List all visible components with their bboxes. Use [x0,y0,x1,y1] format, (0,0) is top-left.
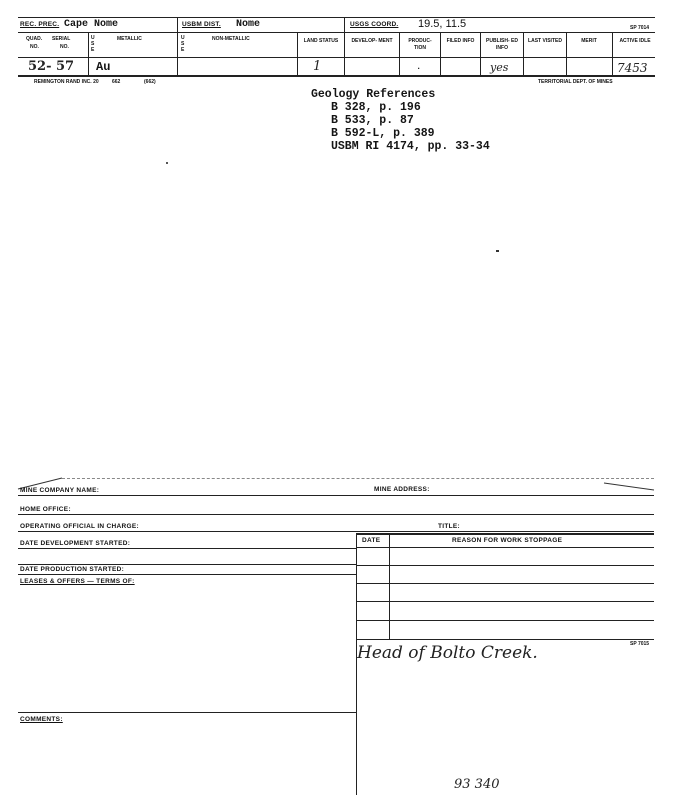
geology-ref: B 592-L, p. 389 [331,127,435,140]
active-value: 7453 [617,61,648,75]
nonmetallic-label: NON-METALLIC [212,36,250,42]
geology-ref: B 328, p. 196 [331,101,421,114]
stoppage-row-rule [356,583,654,584]
mine-company-label: MINE COMPANY NAME: [20,487,100,494]
serial-label: SERIAL [52,36,71,42]
form-number-bottom: SP 7015 [630,641,650,647]
handwritten-note: Head of Bolto Creek. [357,643,538,663]
mine-company-rule [18,495,654,496]
metallic-label: METALLIC [117,36,142,42]
date-label: DATE [362,537,381,544]
use-label-nonmetallic: U S E [181,35,185,53]
usbm-dist-label: USBM DIST. [182,21,221,28]
use-label-metallic: U S E [91,35,95,53]
title-rule [356,533,654,535]
published-value: yes [490,61,509,74]
mine-address-label: MINE ADDRESS: [374,486,430,493]
home-office-label: HOME OFFICE: [20,506,71,513]
quad-serial-value: 52- 57 [28,59,75,74]
usgs-coord-label: USGS COORD. [350,21,399,28]
form-number-top: SP 7014 [630,25,650,31]
geology-ref: B 533, p. 87 [331,114,414,127]
usbm-dist-value: Nome [236,19,261,30]
date-dev-rule [18,548,356,549]
handwritten-number: 93 340 [454,777,500,792]
reason-header-rule [356,547,654,548]
rec-prec-label: REC. PREC. [20,21,60,28]
date-development-label: DATE DEVELOPMENT STARTED: [20,540,131,547]
date-prod-rule-upper [18,564,356,565]
rec-prec-value: Cape Nome [64,19,119,30]
title-label: TITLE: [438,523,461,530]
quad-no-label: NO. [30,44,39,50]
printer-line: REMINGTON RAND INC. 20 [34,79,99,85]
active-idle-label: ACTIVE IDLE [619,38,651,44]
stoppage-row-rule [356,620,654,621]
filed-info-label: FILED INFO [446,38,475,44]
last-visited-label: LAST VISITED [528,38,562,44]
date-production-label: DATE PRODUCTION STARTED: [20,566,125,573]
comments-rule [18,712,356,713]
production-value: . [417,58,421,72]
serial-no-label: NO. [60,44,69,50]
development-label: DEVELOP- MENT [351,38,393,44]
reason-label: REASON FOR WORK STOPPAGE [452,537,563,544]
date-column-divider [389,533,390,639]
operating-official-label: OPERATING OFFICIAL IN CHARGE: [20,523,139,530]
center-divider [356,533,357,795]
geology-title: Geology References [311,88,436,101]
stoppage-row-rule [356,565,654,566]
published-info-label: PUBLISH- ED INFO [486,38,518,51]
printer-code-2: (662) [144,79,156,85]
usgs-coord-value: 19.5, 11.5 [418,18,467,30]
printer-code-1: 662 [112,79,121,85]
land-status-value: 1 [313,59,322,74]
merit-label: MERIT [581,38,597,44]
geology-ref: USBM RI 4174, pp. 33-34 [331,140,490,153]
land-status-label: LAND STATUS [303,38,339,44]
quad-label: QUAD. [26,36,43,42]
operating-rule [18,531,654,532]
metallic-value: Au [96,60,111,74]
leases-label: LEASES & OFFERS — TERMS OF: [20,578,135,585]
stoppage-row-rule [356,639,654,640]
production-label: PRODUC- TION [408,38,432,51]
comments-label: COMMENTS: [20,716,63,723]
date-prod-rule [18,574,356,575]
stoppage-row-rule [356,601,654,602]
territorial-dept: TERRITORIAL DEPT. OF MINES [538,79,613,85]
home-office-rule [18,514,654,515]
